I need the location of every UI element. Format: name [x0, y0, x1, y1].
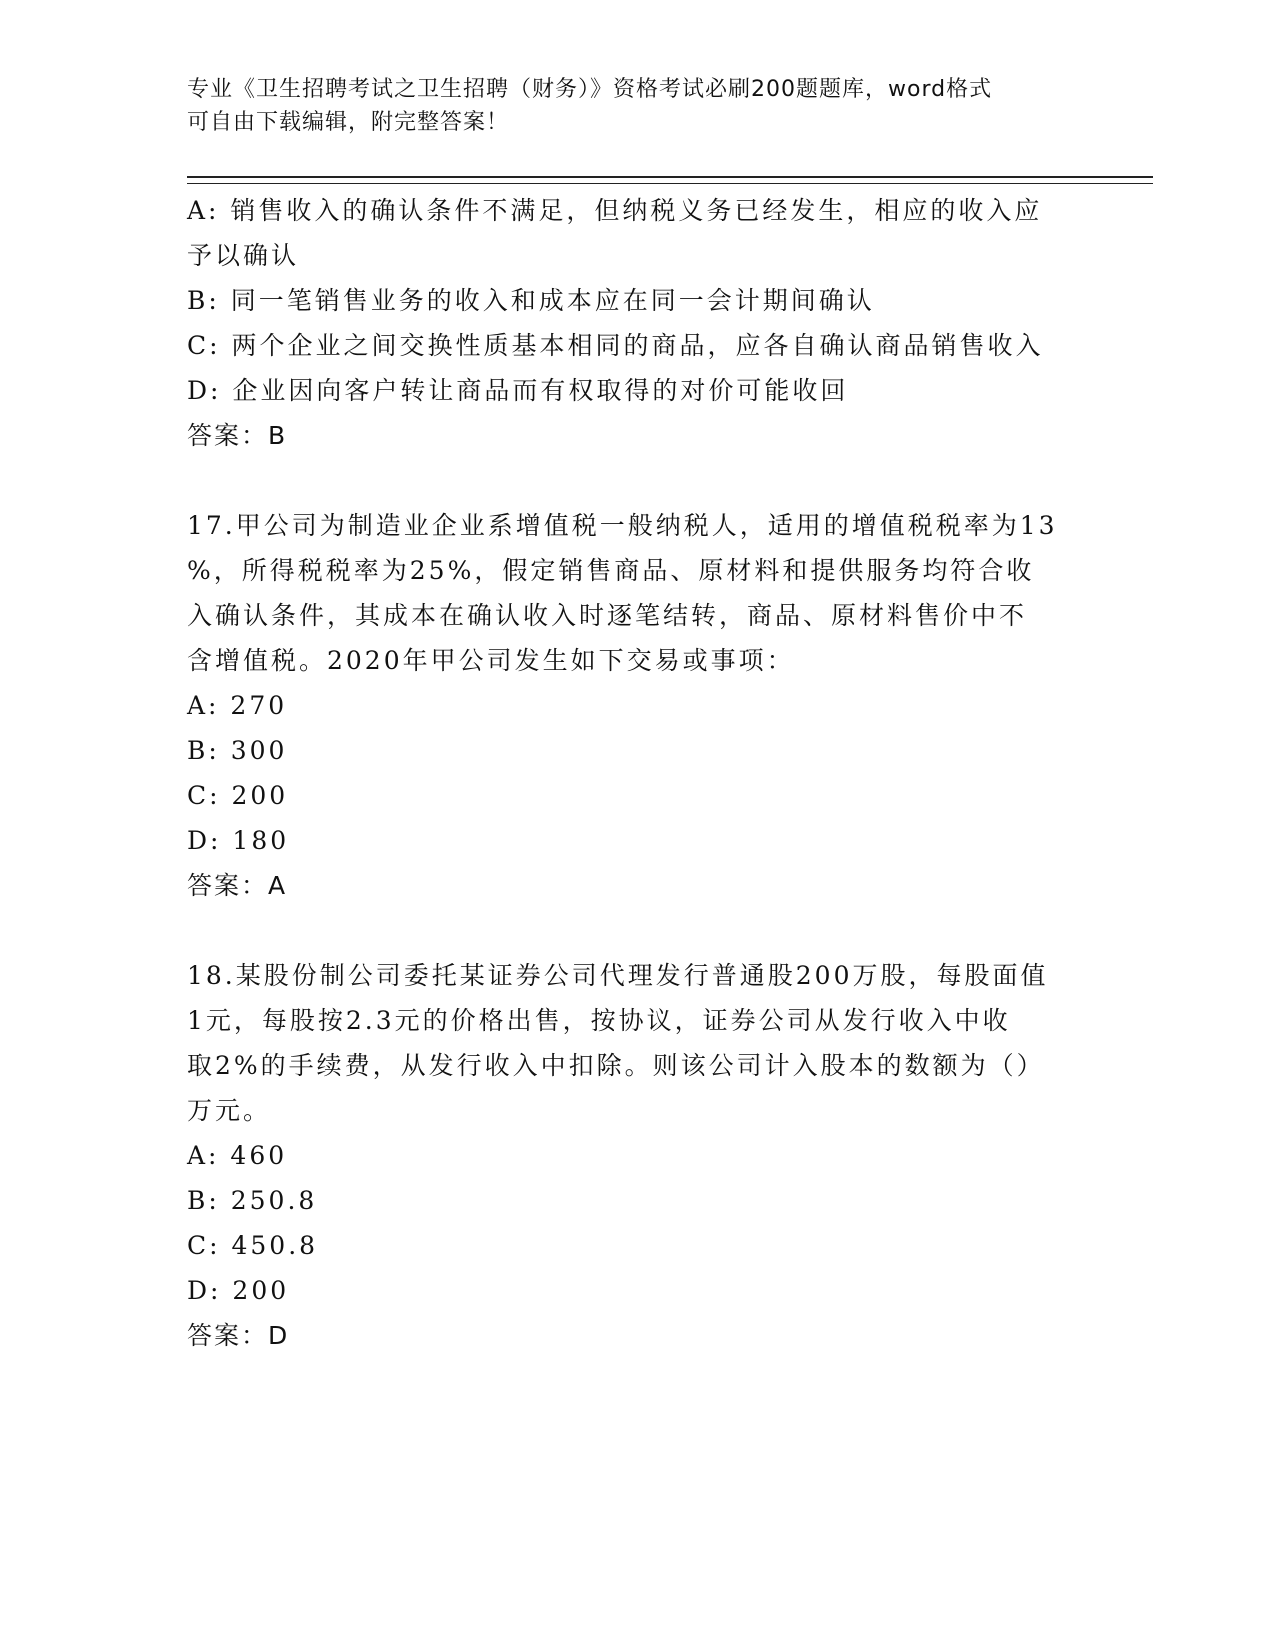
spacer: [187, 908, 1077, 953]
question-stem-line: 1元，每股按2.3元的价格出售，按协议，证券公司从发行收入中收: [187, 1006, 1011, 1035]
header-title-line-1: 专业《卫生招聘考试之卫生招聘（财务）》资格考试必刷200题题库，word格式: [187, 77, 993, 102]
question-stem-line: %，所得税税率为25%，假定销售商品、原材料和提供服务均符合收: [187, 556, 1035, 585]
question-stem-line: 含增值税。2020年甲公司发生如下交易或事项：: [187, 646, 795, 675]
document-body: [187, 188, 1077, 1358]
answer-line: 答案：A: [187, 871, 288, 900]
option-b: B: 250.8: [187, 1186, 318, 1215]
question-17: [187, 503, 1077, 908]
question-stem-line: 17.甲公司为制造业企业系增值税一般纳税人，适用的增值税税率为13: [187, 511, 1058, 540]
option-b: B: 300: [187, 736, 288, 765]
question-18: [187, 953, 1077, 1358]
option-a: A: 460: [187, 1141, 288, 1170]
option-d: D: 180: [187, 826, 290, 855]
option-d: D: 200: [187, 1276, 290, 1305]
question-stem-line: 取2%的手续费，从发行收入中扣除。则该公司计入股本的数额为（）: [187, 1051, 1045, 1080]
question-stem-line: 18.某股份制公司委托某证券公司代理发行普通股200万股，每股面值: [187, 961, 1049, 990]
header-divider: [187, 176, 1153, 184]
option-b: B: 同一笔销售业务的收入和成本应在同一会计期间确认: [187, 286, 875, 315]
option-a-continued: 予以确认: [187, 241, 300, 270]
answer-line: 答案：D: [187, 1321, 290, 1350]
option-a: A: 销售收入的确认条件不满足，但纳税义务已经发生，相应的收入应: [187, 196, 1043, 225]
option-c: C: 两个企业之间交换性质基本相同的商品，应各自确认商品销售收入: [187, 331, 1044, 360]
option-a: A: 270: [187, 691, 288, 720]
answer-line: 答案：B: [187, 421, 288, 450]
option-d: D: 企业因向客户转让商品而有权取得的对价可能收回: [187, 376, 849, 405]
option-c: C: 450.8: [187, 1231, 319, 1260]
page-header: [187, 73, 1077, 139]
header-title-line-2: 可自由下载编辑，附完整答案！: [187, 110, 510, 135]
prev-question: [187, 188, 1077, 458]
option-c: C: 200: [187, 781, 289, 810]
spacer: [187, 458, 1077, 503]
question-stem-line: 万元。: [187, 1096, 272, 1125]
question-stem-line: 入确认条件，其成本在确认收入时逐笔结转，商品、原材料售价中不: [187, 601, 1028, 630]
